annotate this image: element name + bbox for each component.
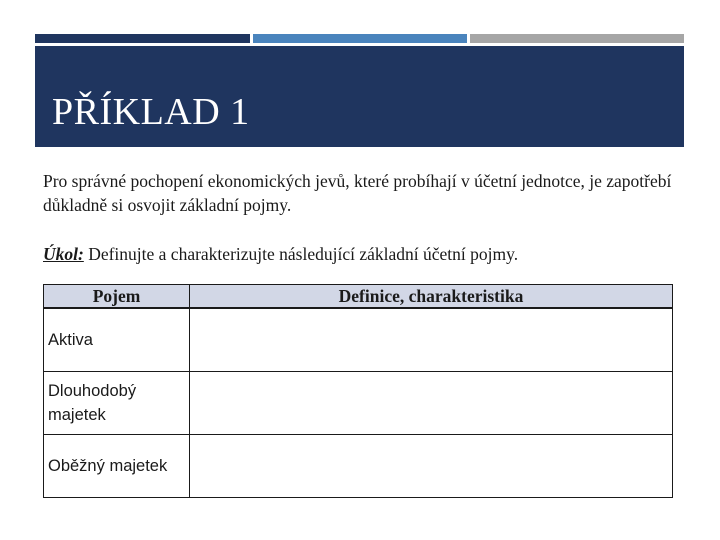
term-cell: Dlouhodobý majetek — [44, 372, 190, 435]
table-row — [44, 372, 673, 435]
header-term: Pojem — [44, 285, 190, 309]
definition-cell[interactable] — [190, 308, 673, 372]
terms-table — [43, 284, 673, 498]
term-cell: Oběžný majetek — [44, 435, 190, 498]
table-header-row — [44, 285, 673, 309]
accent-bar-gray — [470, 34, 684, 43]
definition-cell[interactable] — [190, 435, 673, 498]
table-row — [44, 308, 673, 372]
definition-cell[interactable] — [190, 372, 673, 435]
slide-title: PŘÍKLAD 1 — [52, 91, 250, 133]
task-line — [43, 242, 683, 266]
intro-text: Pro správné pochopení ekonomických jevů, které probíhají v účetní jednotce, je zapotřebí důkladně si osvojit základní pojmy. — [43, 171, 672, 215]
term-cell: Aktiva — [44, 308, 190, 372]
header-definition: Definice, charakteristika — [190, 285, 673, 309]
table-row — [44, 435, 673, 498]
task-label: Úkol: — [43, 244, 84, 264]
accent-bar-dark — [35, 34, 250, 43]
task-text: Definujte a charakterizujte následující základní účetní pojmy. — [83, 244, 519, 264]
accent-bar-blue — [253, 34, 467, 43]
